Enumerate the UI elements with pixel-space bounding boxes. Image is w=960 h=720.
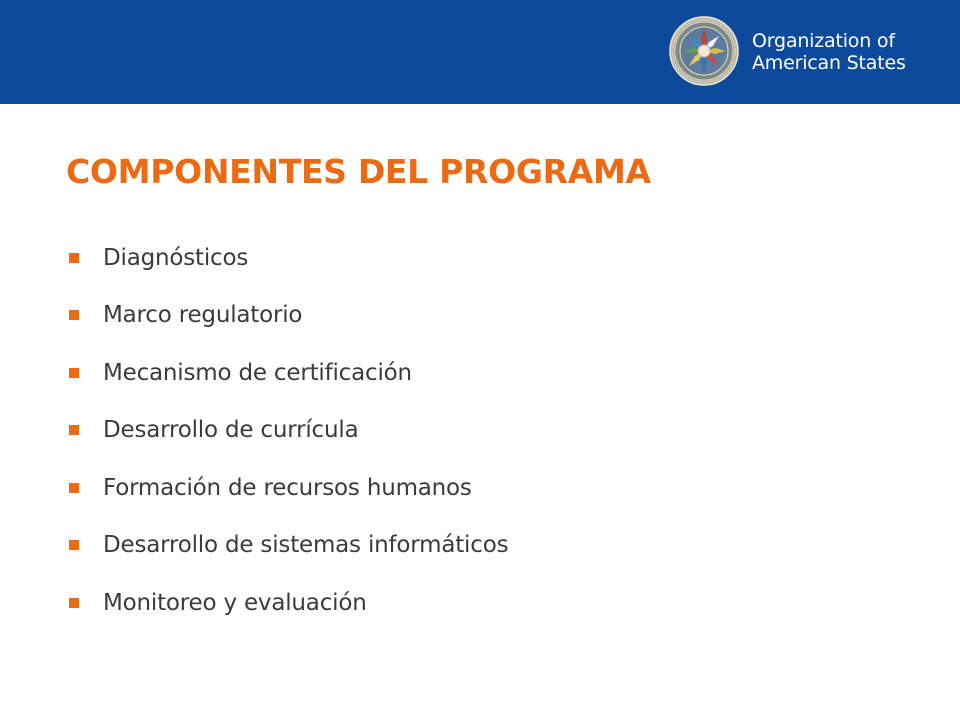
square-bullet-icon [69,540,79,550]
header-bar [0,0,960,104]
square-bullet-icon [69,368,79,378]
list-item [66,344,508,402]
square-bullet-icon [69,310,79,320]
organization-name-line2: American States [752,52,906,74]
oas-seal-icon [669,16,739,86]
list-item-label: Monitoreo y evaluación [103,589,367,616]
list-item [66,517,508,575]
list-item [66,459,508,517]
list-item-label: Desarrollo de sistemas informáticos [103,532,509,559]
square-bullet-icon [69,598,79,608]
organization-name-line1: Organization of [752,30,895,52]
list-item [66,229,508,287]
list-item-label: Mecanismo de certificación [103,359,412,386]
square-bullet-icon [69,425,79,435]
slide-title: COMPONENTES DEL PROGRAMA [66,152,651,191]
list-item-label: Formación de recursos humanos [103,474,472,501]
list-item-label: Marco regulatorio [103,302,303,329]
square-bullet-icon [69,483,79,493]
list-item [66,574,508,632]
list-item-label: Desarrollo de currícula [103,417,359,444]
square-bullet-icon [69,253,79,263]
list-item [66,402,508,460]
list-item [66,287,508,345]
list-item-label: Diagnósticos [103,244,249,271]
component-list [66,229,508,632]
organization-name [752,30,906,74]
